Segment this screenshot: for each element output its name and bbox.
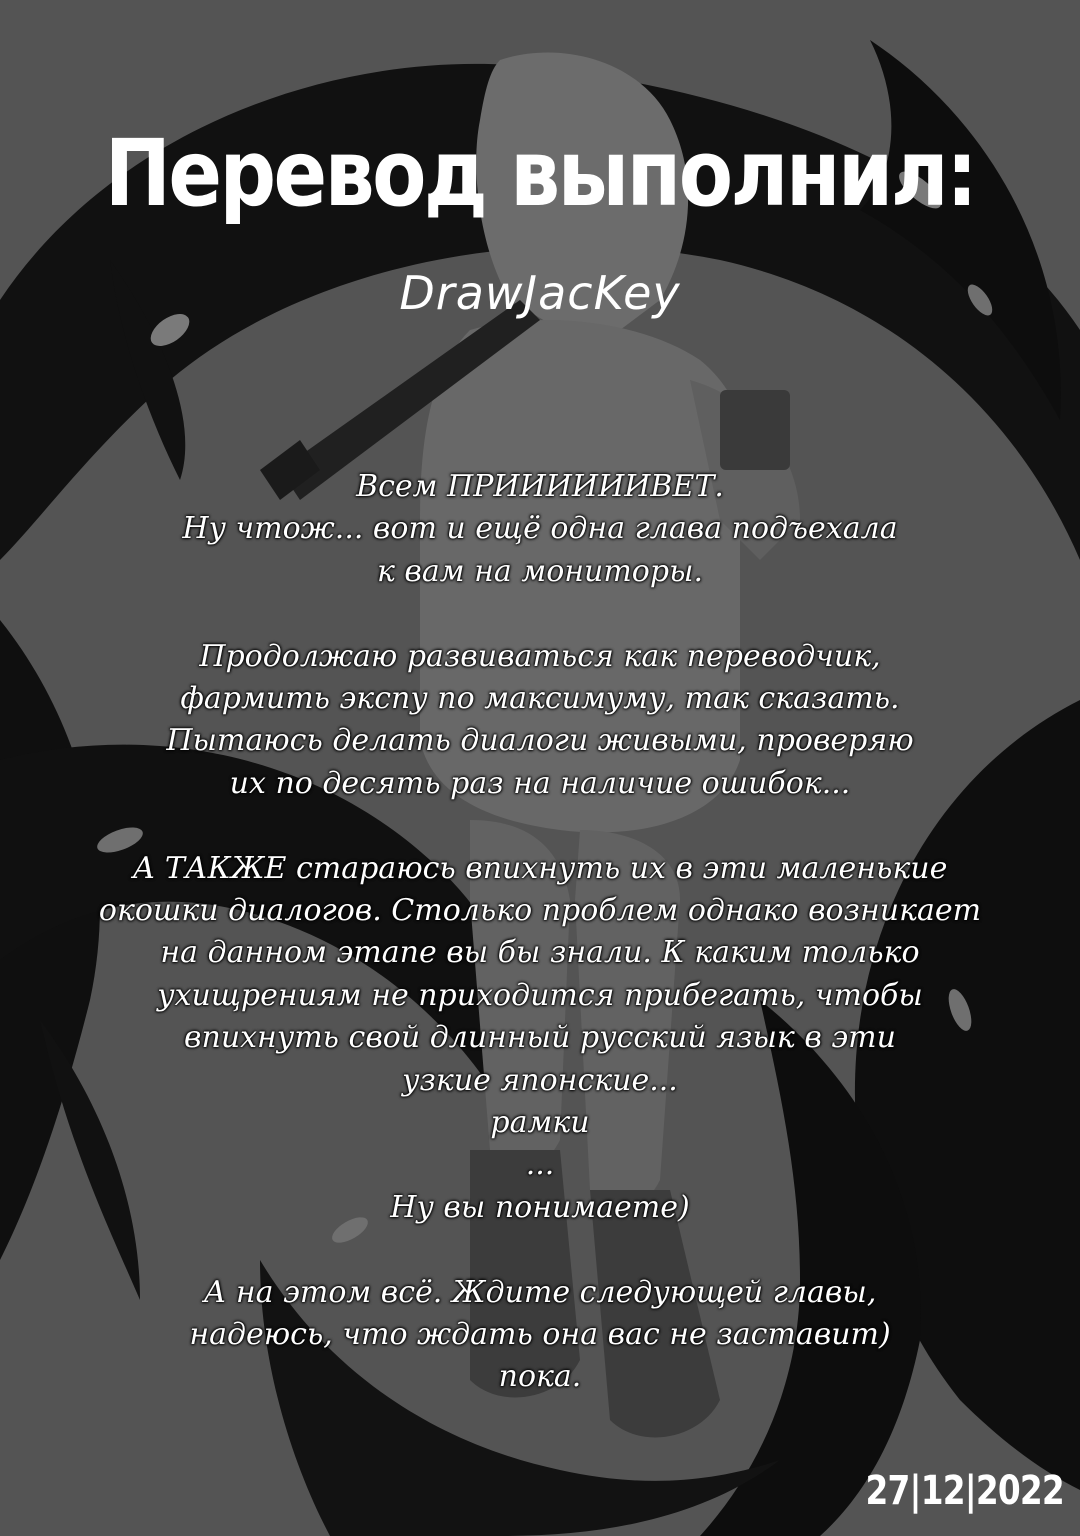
message-line: Ну чтож... вот и ещё одна глава подъехала xyxy=(182,511,898,547)
message-line: пока. xyxy=(498,1359,582,1395)
page-title: Перевод выполнил: xyxy=(104,120,976,227)
message-line: Всем ПРИИИИИИВЕТ. xyxy=(356,469,724,504)
message-blank-line xyxy=(0,593,1080,635)
message-line: ухищрениям не приходится прибегать, чтобы xyxy=(157,977,923,1013)
release-date: 27|12|2022 xyxy=(865,1468,1064,1514)
message-blank-line xyxy=(0,1229,1080,1271)
message-line: рамки xyxy=(490,1105,590,1141)
message-line: их по десять раз на наличие ошибок... xyxy=(229,765,851,801)
message-line: фармить экспу по максимуму, так сказать. xyxy=(180,681,900,717)
message-line: на данном этапе вы бы знали. К каким только xyxy=(160,935,920,971)
message-line: к вам на мониторы. xyxy=(376,553,704,589)
message-line: впихнуть свой длинный русский язык в эти xyxy=(184,1020,896,1056)
message-line: окошки диалогов. Столько проблем однако возникает xyxy=(98,893,982,929)
message-line: А ТАКЖЕ стараюсь впихнуть их в эти маленькие xyxy=(132,850,948,886)
translator-name: DrawJacKey xyxy=(399,266,681,320)
message-line: надеюсь, что ждать она вас не заставит) xyxy=(189,1317,891,1353)
message-line: Продолжаю развиваться как переводчик, xyxy=(199,638,881,674)
message-line: узкие японские... xyxy=(402,1062,678,1098)
message-line: А на этом всё. Ждите следующей главы, xyxy=(203,1274,877,1310)
message-line: ... xyxy=(525,1147,555,1183)
message-line: Ну вы понимаете) xyxy=(390,1189,690,1225)
message-body xyxy=(0,466,1080,1399)
message-line: Пытаюсь делать диалоги живыми, проверяю xyxy=(166,723,914,759)
message-blank-line xyxy=(0,805,1080,847)
